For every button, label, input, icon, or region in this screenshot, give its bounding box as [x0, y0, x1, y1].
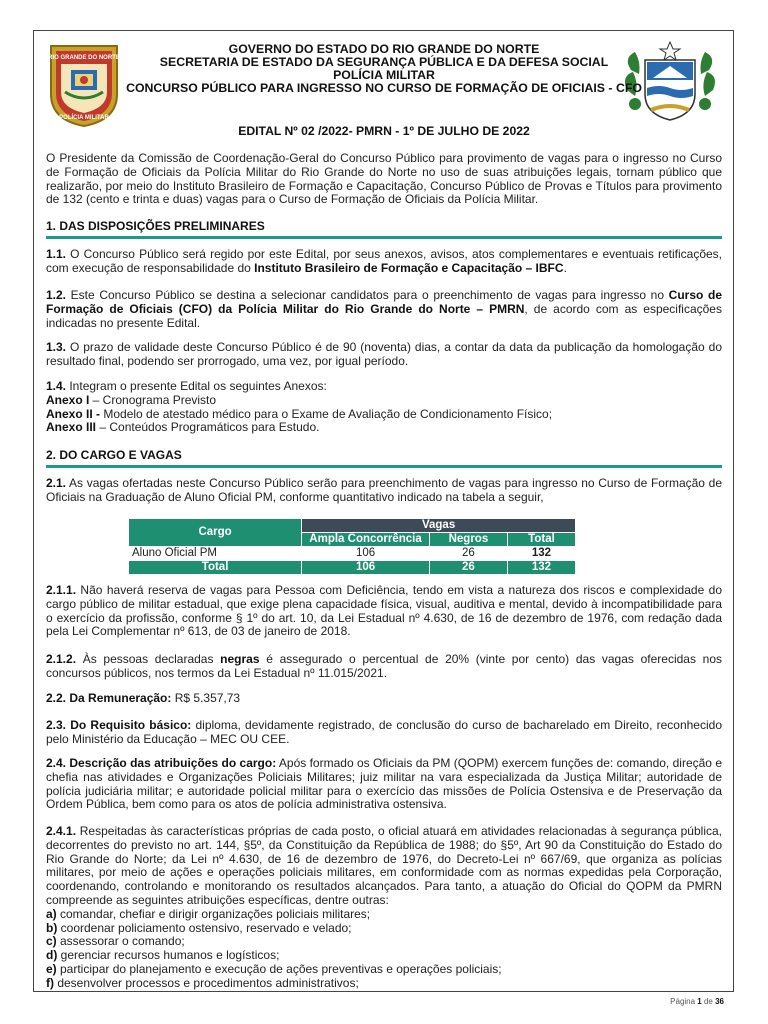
p23-text: diploma, devidamente registrado, de conclusão do curso de bacharelado em Direito, reconhecido pelo Ministério da Educação – MEC OU CEE. — [46, 718, 722, 746]
list-item — [46, 908, 722, 922]
total-negros: 26 — [429, 561, 507, 575]
header-line-2: SECRETARIA DE ESTADO DA SEGURANÇA PÚBLICA E DA DEFESA SOCIAL — [159, 55, 609, 69]
list-item — [46, 949, 722, 963]
p211-text: Não haverá reserva de vagas para Pessoa com Deficiência, tendo em vista a natureza dos riscos e complexidade do cargo público de militar estadual, que exige plena capacidade física, visual, auditiva e mental, devido à incompatibilidade para o exercício da profissão, conforme § 1º do art. 10, da Lei Estadual nº 4.630, de 16 de dezembro de 1976, com redação dada pela Lei Complementar nº 613, de 03 de janeiro de 2018. — [46, 583, 722, 639]
paragraph-1-3 — [46, 341, 722, 369]
p13-number: 1.3. — [46, 340, 67, 354]
p12-end: , de acordo com as especificações indicadas no presente Edital. — [46, 301, 722, 330]
list-item-text: gerenciar recursos humanos e logísticos; — [57, 948, 280, 963]
p21-number: 2.1. — [46, 476, 67, 490]
p22-label: 2.2. Da Remuneração: — [46, 691, 172, 705]
total-label: Total — [129, 561, 302, 575]
anexo-item — [46, 408, 722, 422]
table-total-row — [129, 561, 576, 575]
p14-text: Integram o presente Edital os seguintes Anexos: — [66, 379, 327, 393]
table-header-negros: Negros — [429, 533, 507, 547]
list-item-text: coordenar policiamento ostensivo, reservado e velado; — [57, 920, 352, 935]
header-line-4: CONCURSO PÚBLICO PARA INGRESSO NO CURSO DE FORMAÇÃO DE OFICIAIS - CFO — [126, 81, 642, 95]
table-header-ampla: Ampla Concorrência — [302, 533, 430, 547]
list-item — [46, 963, 722, 977]
list-item-text: assessorar o comando; — [56, 934, 185, 949]
svg-text:RIO GRANDE DO NORTE: RIO GRANDE DO NORTE — [48, 55, 120, 61]
page-total: 36 — [715, 997, 724, 1006]
list-item-letter: d) — [46, 948, 58, 963]
p11-number: 1.1. — [46, 247, 67, 261]
p241-text: Respeitadas às características próprias de cada posto, o oficial atuará em atividades relacionadas à segurança pública, decorrentes do previsto no art. 144, §5º, da Constituição da República de 1988; do §5º, Art 90 da Constituição do Estado do Rio Grande do Norte; da Lei nº 4.630, de 16 de dezembro de 1976, do Decreto-Lei nº 667/69, que organiza as polícias militares, por meio de ações e operações policiais militares, em conformidade com as normas expedidas pela Corporação, coordenando, controlando e monitorando os resultados alcançados. Para tanto, a atuação do Oficial do QOPM da PMRN compreende as seguintes atribuições específicas, dentre outras: — [46, 824, 722, 907]
p212-text-a: Às pessoas declaradas — [76, 652, 221, 666]
page-current: 1 — [697, 997, 702, 1006]
p24-text: Após formado os Oficiais da PM (QOPM) exercem funções de: comando, direção e chefia nas atividades e Organizações Policiais Militares; juiz militar na vara especializada da Justiça Militar; autoridade de polícia judiciária militar; e autoridade policial militar para o exercício das missões de Polícia Ostensiva e de Preservação da Ordem Pública, bem como para os atos de polícia administrativa ostensiva. — [46, 756, 723, 812]
cell-cargo: Aluno Oficial PM — [129, 547, 302, 561]
list-item-letter: a) — [46, 906, 57, 921]
paragraph-2-1-1 — [46, 584, 722, 639]
anexo-label: Anexo II - — [46, 406, 101, 421]
section-2-heading: 2. DO CARGO E VAGAS — [46, 448, 722, 468]
list-item — [46, 977, 722, 991]
paragraph-2-4 — [46, 757, 722, 812]
p12-number: 1.2. — [46, 288, 67, 302]
paragraph-1-4 — [46, 380, 722, 435]
anexo-item — [46, 394, 722, 408]
p12-text: Este Concurso Público se destina a selecionar candidatos para o preenchimento de vagas para ingresso no — [66, 288, 669, 302]
p212-number: 2.1.2. — [46, 652, 77, 666]
intro-paragraph — [46, 152, 722, 207]
p11-end: . — [563, 260, 567, 275]
list-item-letter: b) — [46, 920, 58, 935]
table-header-vagas: Vagas — [302, 519, 576, 533]
total-total: 132 — [507, 561, 575, 575]
paragraph-1-1 — [46, 248, 722, 276]
list-item — [46, 935, 722, 949]
list-item — [46, 922, 722, 936]
cell-negros: 26 — [429, 547, 507, 561]
page-number — [670, 997, 724, 1006]
paragraph-2-1 — [46, 477, 722, 505]
p21-text: As vagas ofertadas neste Concurso Público serão para preenchimento de vagas para ingresso no Curso de Formação de Oficiais na Graduação de Aluno Oficial PM, conforme quantitativo indicado na tabela a seguir, — [46, 476, 722, 504]
paragraph-2-2 — [46, 692, 722, 706]
p12-bold: Curso de Formação de Oficiais (CFO) da Polícia Militar do Rio Grande do Norte – PMRN — [46, 288, 722, 316]
anexo-label: Anexo III — [46, 420, 97, 435]
list-item-text: desenvolver processos e procedimentos administrativos; — [54, 975, 359, 990]
p24-label: 2.4. Descrição das atribuições do cargo: — [46, 756, 277, 770]
anexo-item — [46, 421, 722, 435]
section-1-heading: 1. DAS DISPOSIÇÕES PRELIMINARES — [46, 219, 722, 239]
total-ampla: 106 — [302, 561, 430, 575]
vagas-table — [128, 518, 576, 575]
list-item-letter: f) — [46, 975, 54, 990]
anexo-label: Anexo I — [46, 392, 90, 407]
paragraph-1-2 — [46, 289, 722, 330]
anexo-text: – Conteúdos Programáticos para Estudo. — [96, 420, 320, 435]
edital-title: EDITAL Nº 02 /2022- PMRN - 1º DE JULHO DE 2022 — [238, 124, 530, 138]
list-item-text: comandar, chefiar e dirigir organizações policiais militares; — [56, 906, 371, 921]
p241-number: 2.4.1. — [46, 824, 77, 838]
p22-text: R$ 5.357,73 — [171, 691, 241, 705]
table-header-cargo: Cargo — [129, 519, 302, 547]
header-line-1: GOVERNO DO ESTADO DO RIO GRANDE DO NORTE — [228, 42, 540, 56]
list-item-letter: c) — [46, 934, 57, 949]
cell-total: 132 — [507, 547, 575, 561]
page-of: de — [701, 997, 716, 1006]
page-label: Página — [670, 997, 698, 1006]
paragraph-2-3 — [46, 719, 722, 747]
paragraph-2-1-2 — [46, 653, 722, 681]
p212-bold: negras — [220, 652, 260, 666]
table-row — [129, 547, 576, 561]
p11-text: O Concurso Público será regido por este Edital, por seus anexos, avisos, atos complementares e eventuais retificações, com execução de responsabilidade do — [46, 247, 722, 275]
p11-bold: Instituto Brasileiro de Formação e Capacitação – IBFC — [254, 260, 564, 275]
p211-number: 2.1.1. — [46, 583, 77, 597]
cell-ampla: 106 — [302, 547, 430, 561]
list-item-letter: e) — [46, 961, 57, 976]
p13-text: O prazo de validade deste Concurso Público é de 90 (noventa) dias, a contar da data da publicação da homologação do resultado final, podendo ser prorrogado, uma vez, por igual período. — [46, 340, 722, 368]
paragraph-2-4-1 — [46, 825, 722, 991]
anexo-text: – Cronograma Previsto — [89, 392, 217, 407]
table-header-total: Total — [507, 533, 575, 547]
p23-label: 2.3. Do Requisito básico: — [46, 718, 192, 732]
p212-text-b: é assegurado o percentual de 20% (vinte por cento) das vagas oferecidas nos concursos públicos, nos termos da Lei Estadual nº 11.015/2021. — [46, 652, 722, 680]
p14-number: 1.4. — [46, 379, 67, 393]
intro-text: O Presidente da Comissão de Coordenação-Geral do Concurso Público para provimento de vagas para o ingresso no Curso de Formação de Oficiais da Polícia Militar do Rio Grande do Norte no uso de suas atribuições legais, tornam público que realizarão, por meio do Instituto Brasileiro de Formação e Capacitação, Concurso Público de Provas e Títulos para provimento de 132 (cento e trinta e duas) vagas para o Curso de Formação de Oficiais da Polícia Militar. — [46, 151, 722, 207]
header-line-3: POLÍCIA MILITAR — [333, 68, 435, 82]
anexo-text: Modelo de atestado médico para o Exame de Avaliação de Condicionamento Físico; — [100, 406, 553, 421]
svg-text:POLÍCIA MILITAR: POLÍCIA MILITAR — [59, 115, 109, 121]
list-item-text: participar do planejamento e execução de ações preventivas e operações policiais; — [56, 961, 502, 976]
